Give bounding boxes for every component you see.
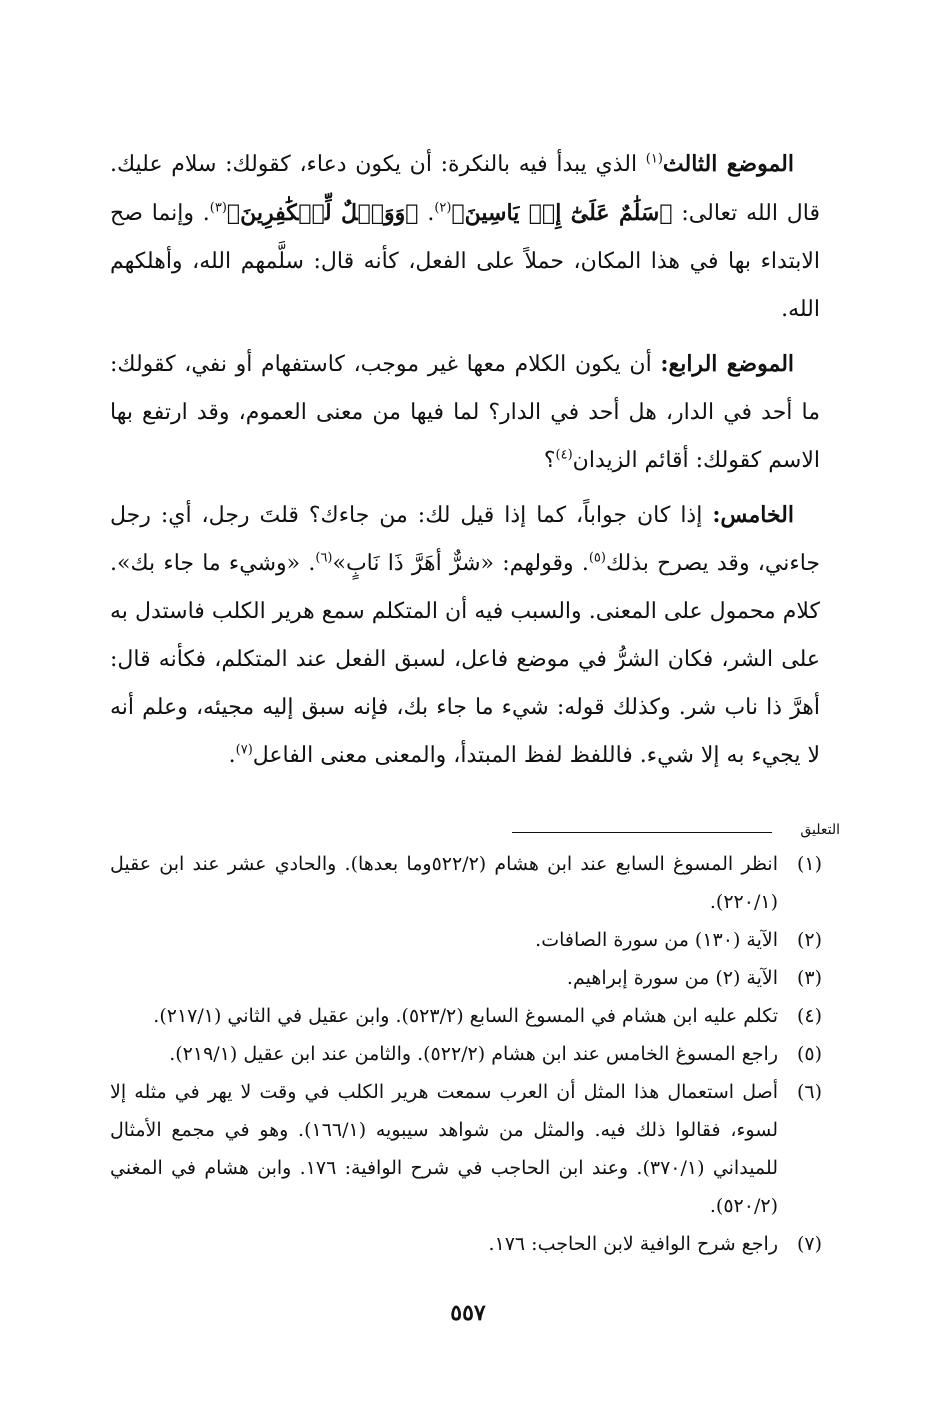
footnote-ref: (٤) [555,447,573,463]
footnote-item [110,1073,822,1225]
paragraph-lead: الخامس: [712,502,794,528]
footnote-text: راجع المسوغ الخامس عند ابن هشام (٥٢٢/٢). والثامن عند ابن عقيل (٢١٩/١). [169,1043,778,1065]
paragraph-text: أن يكون الكلام معها غير موجب، كاستفهام أو نفي، كقولك: ما أحد في الدار، هل أحد في الدار؟ لما فيها من معنى العموم، وقد ارتفع بها الاسم كقولك: أقائم الزيدان [110,352,820,473]
footnote-number: (٤) [796,1005,822,1027]
quran-verse: ﴿سَلَٰمٌ عَلَىٰٓ إِلۡ يَاسِينَ﴾ [451,200,673,226]
paragraph-text: . [418,201,435,226]
footnote-item [110,845,822,921]
footnote-text: أصل استعمال هذا المثل أن العرب سمعت هرير الكلب في وقت لا يهر في مثله إلا لسوء، فقالوا ذلك فيه. والمثل من شواهد سيبويه (١٦٦/١). وهو في مجمع الأمثال للميداني (٣٧٠/١). وعند ابن الحاجب في شرح الوافية: ١٧٦. وابن هشام في المغني (٥٢٠/٢). [110,1081,778,1217]
quran-verse: ﴿وَوَيۡلٌ لِّلۡكَٰفِرِينَ﴾ [226,200,419,226]
paragraph-lead: الموضع الرابع: [660,351,795,377]
paragraph-third-case [110,140,820,334]
footnote-ref: (٦) [315,550,333,566]
paragraph-text: ؟ [543,448,556,473]
page-number: ٥٥٧ [450,1300,486,1326]
footnote-ref: (٧) [235,742,253,758]
footnote-number: (١) [796,853,822,875]
footnote-ref: (٣) [209,200,227,216]
paragraph-lead: الموضع الثالث [662,151,794,177]
paragraph-fifth-case [110,491,820,780]
footnote-item [110,959,822,997]
footnote-text: الآية (٢) من سورة إبراهيم. [566,967,778,989]
paragraph-text: الذي يبدأ فيه بالنكرة: أن يكون دعاء، كقولك: سلام عليك. قال الله تعالى: [110,152,820,226]
footnote-separator [110,820,840,844]
footnote-number: (٦) [796,1081,822,1103]
separator-line [512,832,772,833]
separator-label: التعليق [800,822,840,838]
footnote-ref: (٢) [434,200,452,216]
main-text [110,140,820,786]
footnote-item [110,1035,822,1073]
footnote-item [110,1225,822,1263]
footnote-item [110,997,822,1035]
footnote-number: (٢) [796,929,822,951]
paragraph-fourth-case [110,340,820,485]
paragraph-text: . [228,743,236,768]
footnote-text: راجع شرح الوافية لابن الحاجب: ١٧٦. [488,1233,778,1255]
footnote-text: انظر المسوغ السابع عند ابن هشام (٥٢٢/٢وما بعدها). والحادي عشر عند ابن عقيل (٢٢٠/١). [110,853,778,913]
footnote-number: (٧) [796,1233,822,1255]
footnote-number: (٣) [796,967,822,989]
paragraph-text: . وإنما صح الابتداء بها في هذا المكان، حملاً على الفعل، كأنه قال: سلَّمهم الله، وأهلكهم الله. [110,201,820,322]
footnote-text: الآية (١٣٠) من سورة الصافات. [535,929,778,951]
footnote-ref: (١) [645,151,663,167]
paragraph-text: . وقولهم: «شرٌّ أهَرَّ ذَا نَابٍ» [332,551,589,576]
paragraph-text: . «وشيء ما جاء بك». كلام محمول على المعنى. والسبب فيه أن المتكلم سمع هرير الكلب فاستدل به على الشر، فكان الشرُّ في موضع فاعل، لسبق الفعل عند المتكلم، فكأنه قال: أهرَّ ذا ناب شر. وكذلك قوله: شيء ما جاء بك، فإنه سبق إليه مجيئه، وعلم أنه لا يجيء به إلا شيء. فاللفظ لفظ المبتدأ، والمعنى معنى الفاعل [110,551,820,768]
footnote-item [110,921,822,959]
footnote-ref: (٥) [588,550,606,566]
footnotes [110,845,822,1263]
paragraph-text: إذا كان جواباً، كما إذا قيل لك: من جاءك؟ قلتَ رجل، أي: رجل جاءني، وقد يصرح بذلك [110,503,820,576]
footnote-text: تكلم عليه ابن هشام في المسوغ السابع (٥٢٣/٢). وابن عقيل في الثاني (٢١٧/١). [153,1005,778,1027]
footnote-number: (٥) [796,1043,822,1065]
